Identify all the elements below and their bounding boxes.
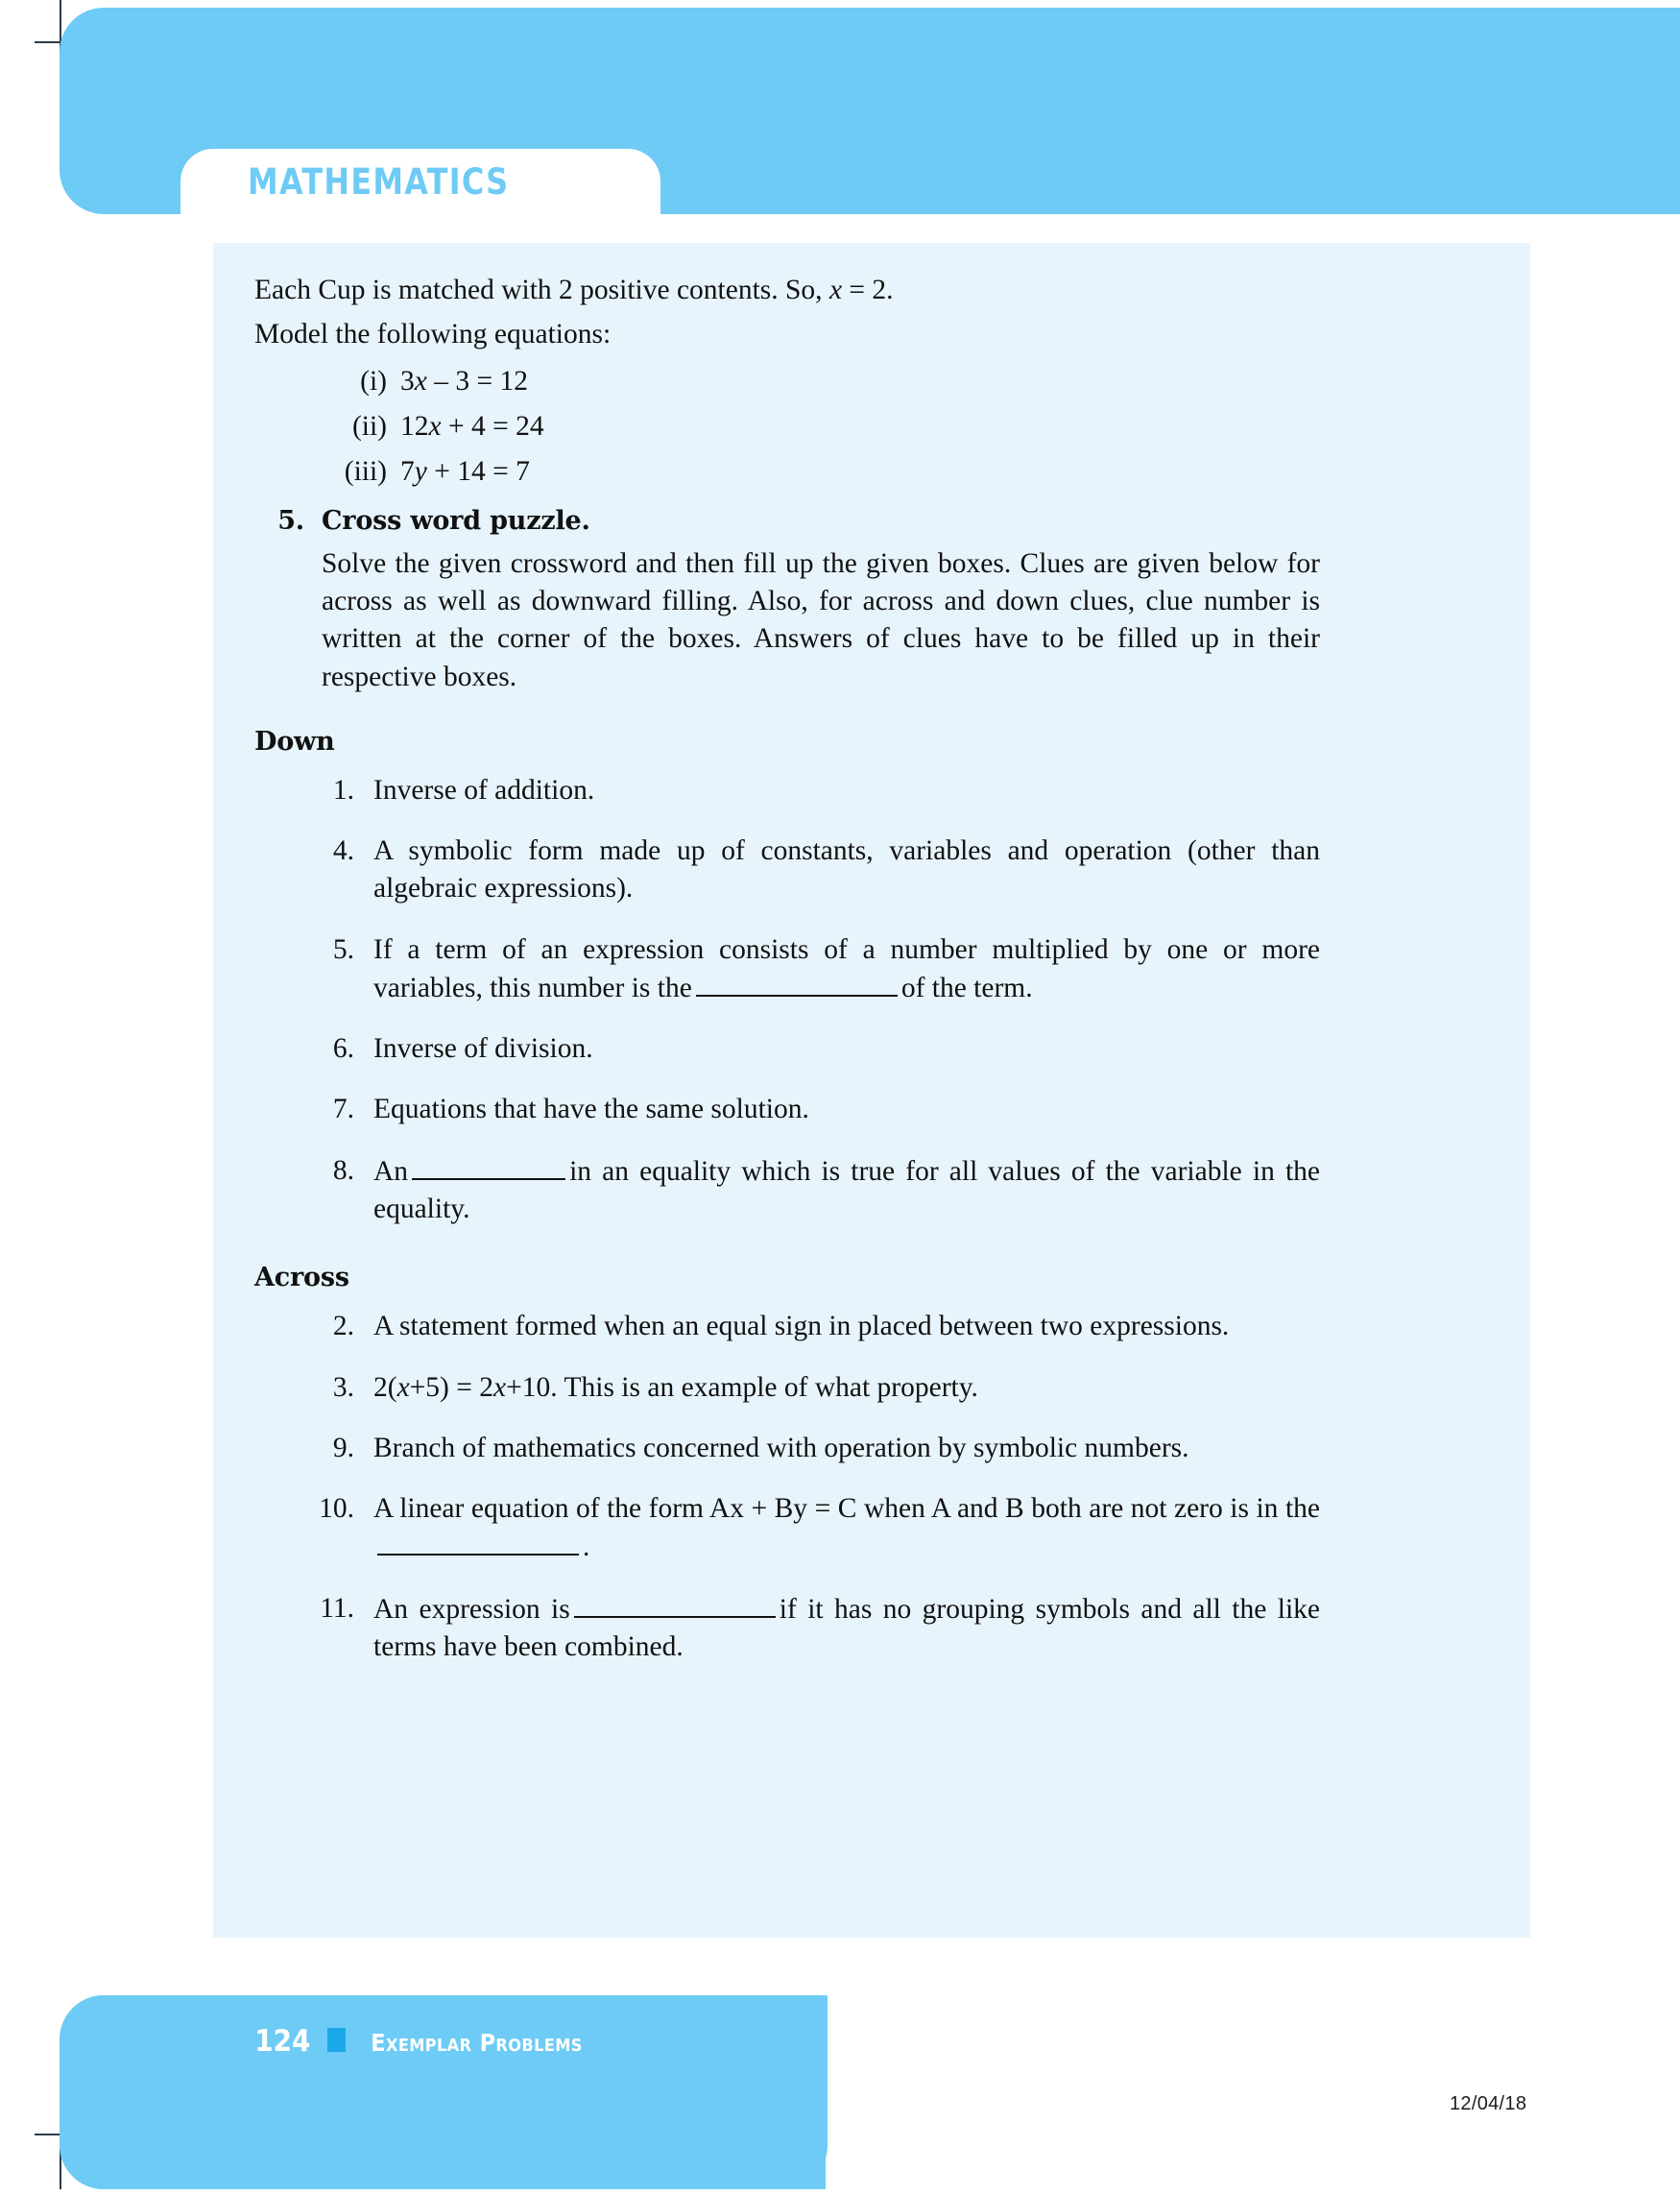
clue-item xyxy=(254,832,1320,907)
square-bullet-icon xyxy=(327,2028,346,2052)
fill-in-blank[interactable] xyxy=(412,1152,565,1180)
equation-number: (ii) xyxy=(351,411,387,443)
across-clue-list xyxy=(254,1308,1320,1666)
clue-text xyxy=(373,1152,1320,1229)
equation-number: (i) xyxy=(360,365,387,397)
clue-number: 3. xyxy=(332,1371,354,1403)
equation-text: 12x + 4 = 24 xyxy=(400,411,544,443)
clue-text-pre: Equations that have the same solution. xyxy=(373,1094,809,1125)
clue-item xyxy=(254,931,1320,1008)
item-5-number: 5. xyxy=(277,505,304,536)
clue-text-pre: An xyxy=(373,1155,409,1187)
clue-text-post: . xyxy=(583,1532,590,1563)
clue-number: 9. xyxy=(332,1432,354,1463)
fill-in-blank[interactable] xyxy=(377,1528,579,1556)
clue-item xyxy=(254,1030,1320,1068)
clue-item xyxy=(254,772,1320,809)
lead-line-2 xyxy=(254,316,1320,352)
clue-text xyxy=(373,772,1320,809)
item-5-heading xyxy=(254,504,1320,538)
clue-text-pre: 2(x+5) = 2x+10. This is an example of what property. xyxy=(373,1371,978,1403)
clue-number: 8. xyxy=(332,1154,354,1186)
fill-in-blank[interactable] xyxy=(574,1590,776,1618)
clue-text xyxy=(373,1308,1320,1345)
footer-label: Exemplar Problems xyxy=(370,2029,583,2057)
page-title: MATHEMATICS xyxy=(248,161,510,203)
clue-number: 4. xyxy=(332,835,354,867)
clue-text-pre: A linear equation of the form Ax + By = C when A and B both are not zero is in the xyxy=(373,1493,1320,1524)
clue-text xyxy=(373,931,1320,1008)
lead-line-2-text: Model the following equations: xyxy=(254,319,612,350)
clue-text xyxy=(373,1091,1320,1128)
clue-item xyxy=(254,1308,1320,1345)
fill-in-blank[interactable] xyxy=(696,969,898,997)
clue-number: 11. xyxy=(320,1592,354,1624)
clue-text-pre: Branch of mathematics concerned with operation by symbolic numbers. xyxy=(373,1432,1189,1463)
clue-text-pre: If a term of an expression consists of a number multiplied by one or more variables, this number is the xyxy=(373,933,1320,1003)
item-5-title: Cross word puzzle. xyxy=(322,505,590,536)
clue-text xyxy=(373,1369,1320,1407)
equation-text: 3x – 3 = 12 xyxy=(400,365,528,397)
clue-number: 10. xyxy=(319,1493,354,1524)
content-text-column xyxy=(254,272,1320,1689)
lead-line-1 xyxy=(254,272,1320,308)
clue-text-pre: Inverse of division. xyxy=(373,1033,593,1065)
down-section-heading: Down xyxy=(254,726,335,757)
across-section-heading: Across xyxy=(254,1263,349,1293)
clue-item xyxy=(254,1490,1320,1567)
equation-text: 7y + 14 = 7 xyxy=(400,456,530,488)
equation-row xyxy=(254,453,1320,490)
equation-list xyxy=(254,363,1320,491)
item-5-paragraph: Solve the given crossword and then fill up the given boxes. Clues are given below for across as well as downward filling. Also, for across and down clues, clue number is written at the corner of the boxes. Answers of clues have to be filled up in their respective boxes. xyxy=(322,547,1320,692)
clue-item xyxy=(254,1369,1320,1407)
down-clue-list xyxy=(254,772,1320,1228)
clue-number: 7. xyxy=(332,1094,354,1125)
clue-text-post: if it has no grouping symbols and all the like terms have been combined. xyxy=(373,1593,1320,1662)
clue-text-pre: An expression is xyxy=(373,1593,570,1625)
clue-text xyxy=(373,832,1320,907)
footer-content xyxy=(252,2024,594,2059)
clue-item xyxy=(254,1590,1320,1667)
clue-text-pre: A symbolic form made up of constants, variables and operation (other than algebraic expressions). xyxy=(373,835,1320,905)
clue-item xyxy=(254,1091,1320,1128)
clue-item xyxy=(254,1152,1320,1229)
equation-number: (iii) xyxy=(344,456,387,488)
equation-row xyxy=(254,408,1320,445)
equation-row xyxy=(254,363,1320,399)
clue-text-post: in an equality which is true for all values of the variable in the equality. xyxy=(373,1155,1320,1224)
clue-text xyxy=(373,1490,1320,1567)
date-stamp: 12/04/18 xyxy=(1450,2093,1527,2114)
clue-item xyxy=(254,1430,1320,1467)
clue-text-pre: Inverse of addition. xyxy=(373,774,595,806)
clue-text xyxy=(373,1590,1320,1667)
clue-text-post: of the term. xyxy=(900,972,1033,1003)
clue-number: 5. xyxy=(332,933,354,965)
clue-text xyxy=(373,1430,1320,1467)
clue-number: 1. xyxy=(332,774,354,806)
lead-line-1-text: Each Cup is matched with 2 positive contents. So, x = 2. xyxy=(254,275,894,305)
clue-number: 6. xyxy=(332,1033,354,1065)
clue-text xyxy=(373,1030,1320,1068)
clue-number: 2. xyxy=(332,1311,354,1342)
footer-notch xyxy=(826,1995,1680,2195)
clue-text-pre: A statement formed when an equal sign in placed between two expressions. xyxy=(373,1311,1230,1342)
page-number: 124 xyxy=(254,2024,311,2059)
